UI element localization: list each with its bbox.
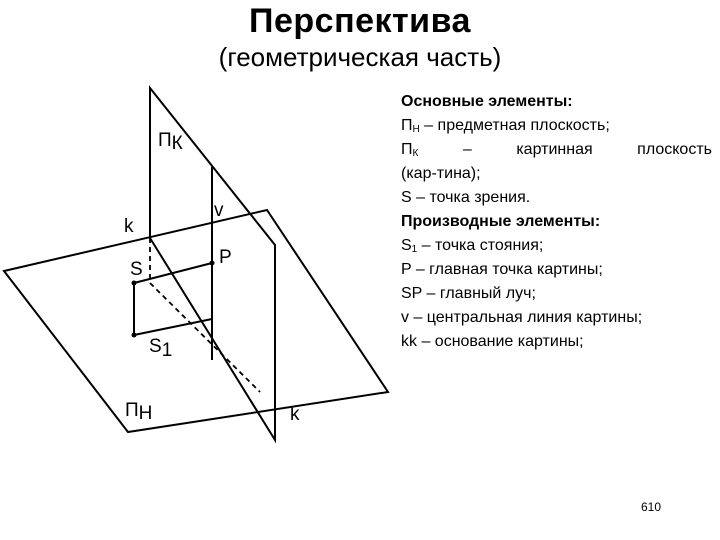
label-k-lower: k: [290, 404, 300, 425]
label-picture-plane: ПК: [158, 130, 183, 154]
label-s1: S1: [149, 336, 173, 361]
legend-item-pn: $П_Н$ – предметная плоскость;: [401, 117, 610, 135]
hidden-ground-line: [150, 283, 260, 392]
legend-item-sp: SP – главный луч;: [401, 285, 536, 302]
slide-title: Перспектива: [249, 2, 471, 40]
point-p: [210, 261, 215, 266]
point-s1: [132, 333, 137, 338]
label-v: v: [214, 200, 224, 221]
object-plane: [4, 210, 388, 432]
label-k-upper: k: [124, 216, 134, 237]
label-object-plane: ПН: [125, 400, 153, 424]
legend-item-pk: $П_К$ – картинная плоскость: [401, 141, 712, 159]
principal-ray: [134, 263, 212, 283]
legend-derived-heading: Производные элементы:: [401, 213, 601, 230]
page-number: 610: [641, 500, 662, 514]
legend-item-kk: kk – основание картины;: [401, 333, 584, 350]
legend: [401, 90, 712, 354]
legend-item-pk-continuation: (кар-тина);: [401, 165, 481, 182]
legend-item-v: v – центральная линия картины;: [401, 309, 643, 326]
legend-item-p: P – главная точка картины;: [401, 261, 603, 278]
label-s: S: [130, 259, 143, 280]
label-p: P: [219, 247, 232, 268]
legend-item-s: S – точка зрения.: [401, 189, 531, 206]
point-s: [132, 281, 137, 286]
legend-item-s1: $S_1$ – точка стояния;: [401, 237, 544, 255]
slide-subtitle: (геометрическая часть): [218, 42, 502, 72]
legend-basic-heading: Основные элементы:: [401, 93, 573, 110]
ground-projection-line: [134, 319, 212, 335]
